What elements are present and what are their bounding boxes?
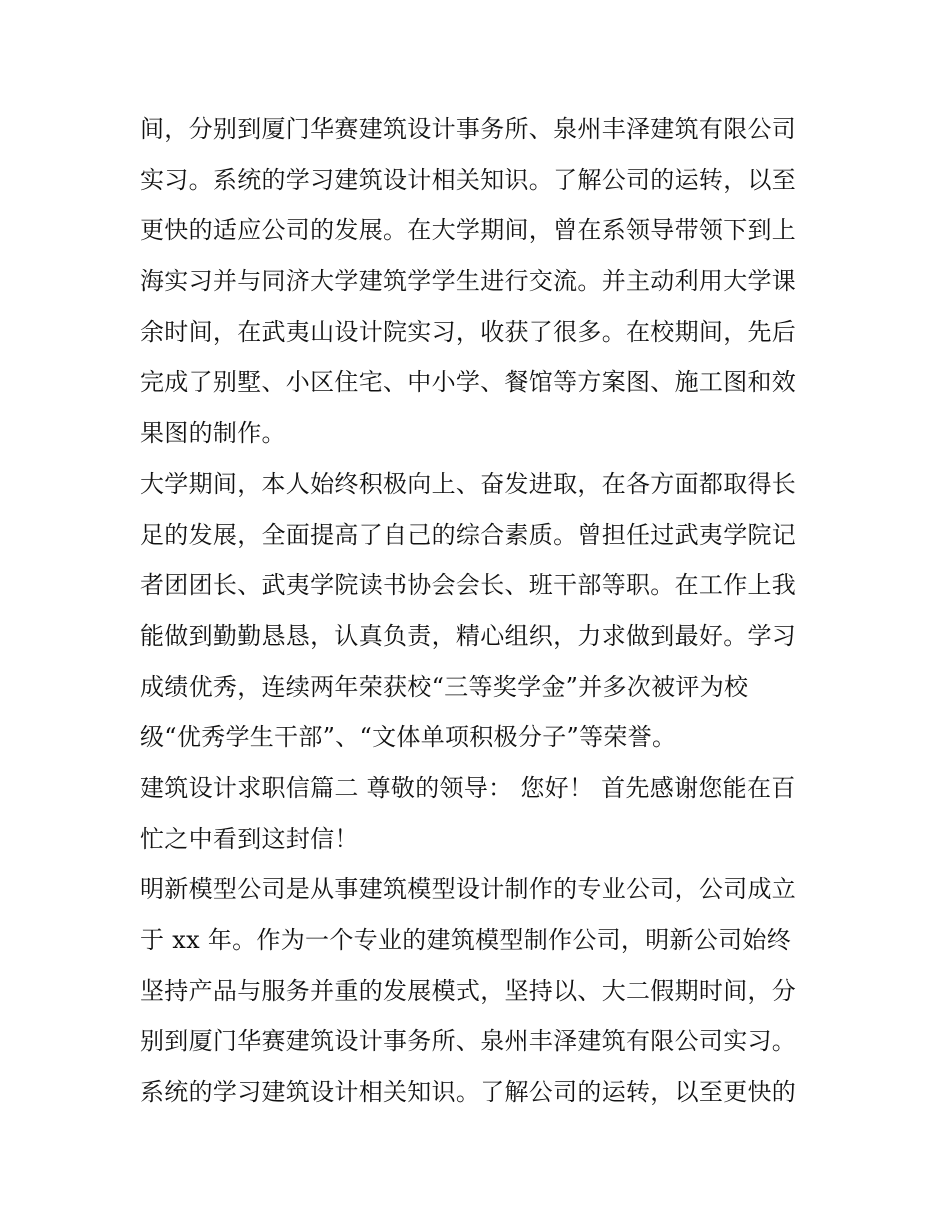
text-line: 者团团长、武夷学院读书协会会长、班干部等职。在工作上我 [140, 571, 797, 600]
text-line: 完成了别墅、小区住宅、中小学、餐馆等方案图、施工图和效 [140, 368, 797, 397]
text-line: 坚持产品与服务并重的发展模式，坚持以、大二假期时间，分 [140, 976, 797, 1005]
text-line: 实习。系统的学习建筑设计相关知识。了解公司的运转，以至 [140, 165, 797, 194]
text-line: 忙之中看到这封信！ [140, 824, 359, 853]
body-text [140, 104, 820, 1118]
text-line: 果图的制作。 [140, 419, 286, 448]
text-line: 系统的学习建筑设计相关知识。了解公司的运转，以至更快的 [140, 1078, 797, 1107]
text-line: 明新模型公司是从事建筑模型设计制作的专业公司，公司成立 [140, 875, 797, 904]
text-line: 余时间，在武夷山设计院实习，收获了很多。在校期间，先后 [140, 317, 797, 346]
text-line: 能做到勤勤恳恳，认真负责，精心组织，力求做到最好。学习 [140, 621, 797, 650]
text-line: 于 xx 年。作为一个专业的建筑模型制作公司，明新公司始终 [140, 926, 792, 954]
text-line: 更快的适应公司的发展。在大学期间，曾在系领导带领下到上 [140, 216, 797, 245]
text-line: 成绩优秀，连续两年荣获校“三等奖学金”并多次被评为校 [140, 672, 749, 701]
text-line: 海实习并与同济大学建筑学学生进行交流。并主动利用大学课 [140, 267, 797, 296]
text-line: 别到厦门华赛建筑设计事务所、泉州丰泽建筑有限公司实习。 [140, 1027, 797, 1056]
text-line: 建筑设计求职信篇二 尊敬的领导： 您好！ 首先感谢您能在百 [140, 773, 796, 802]
text-line: 足的发展，全面提高了自己的综合素质。曾担任过武夷学院记 [140, 520, 797, 549]
text-line: 级“优秀学生干部”、“文体单项积极分子”等荣誉。 [140, 723, 677, 752]
text-line: 间，分别到厦门华赛建筑设计事务所、泉州丰泽建筑有限公司 [140, 115, 797, 143]
text-line: 大学期间，本人始终积极向上、奋发进取，在各方面都取得长 [140, 469, 797, 498]
